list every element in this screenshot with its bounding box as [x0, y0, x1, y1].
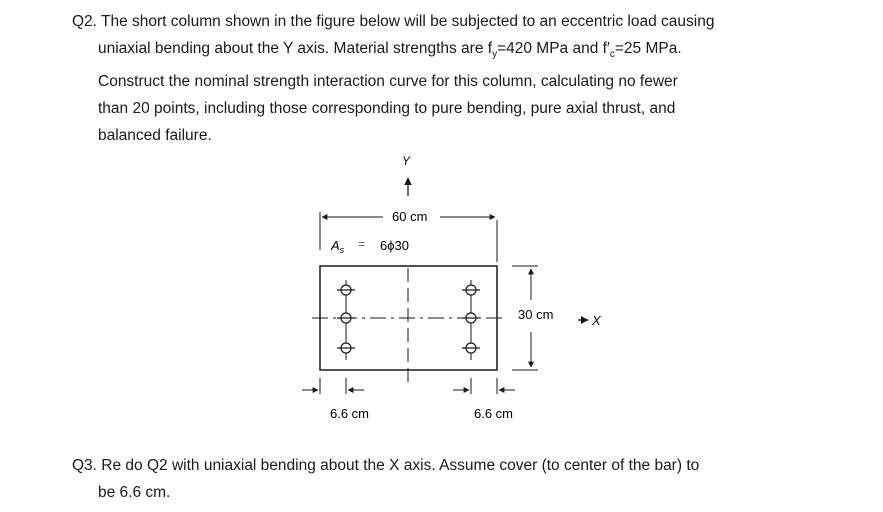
bar-left-top — [337, 285, 355, 295]
q3-number: Q3. — [72, 457, 97, 474]
bar-right-top — [462, 285, 480, 295]
width-dimension-label: 60 cm — [392, 209, 428, 224]
bar-spec-label: 6ϕ30 — [380, 238, 409, 253]
q2-number: Q2. — [72, 13, 97, 30]
x-axis-label: X — [592, 313, 601, 328]
bar-right-bot — [462, 343, 480, 353]
depth-dimension-label: 30 cm — [518, 307, 554, 322]
y-axis-label: Y — [402, 154, 411, 168]
q2-line-3: Construct the nominal strength interaction curve for this column, calculating no fewer — [98, 73, 678, 91]
bar-right-mid — [462, 313, 480, 323]
bar-left-bot — [337, 343, 355, 353]
q2-line-1: Q2. The short column shown in the figure below will be subjected to an eccentric load causing — [72, 13, 715, 30]
q2-line-2: uniaxial bending about the Y axis. Material strengths are $f_y=420$ MPa and $f'_c=25$ MPa. — [98, 40, 682, 61]
bar-left-mid — [337, 313, 355, 323]
q2-line-4: than 20 points, including those corresponding to pure bending, pure axial thrust, and — [98, 100, 676, 118]
q3-line-1: Q3. Re do Q2 with uniaxial bending about the X axis. Assume cover (to center of the bar) to — [72, 457, 700, 474]
question-3 — [72, 452, 862, 506]
left-cover-label: 6.6 cm — [330, 406, 370, 421]
steel-equals-sign: = — [358, 237, 366, 251]
q3-line-2: be 6.6 cm. — [98, 484, 171, 501]
steel-area-label: $A_s$ — [331, 238, 345, 255]
right-cover-label: 6.6 cm — [474, 406, 514, 421]
left-cover-dimension — [302, 378, 364, 394]
q2-line-5: balanced failure. — [98, 127, 212, 145]
right-cover-dimension — [453, 378, 515, 394]
